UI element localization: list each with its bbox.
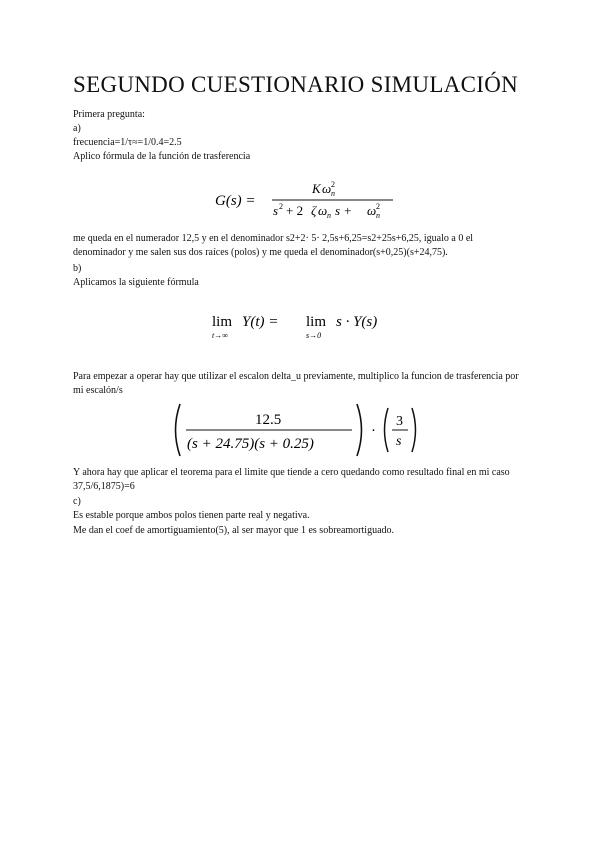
limit-under-1: t→∞ bbox=[212, 331, 228, 340]
apply-formula-line: Aplico fórmula de la función de trasferencia bbox=[73, 151, 251, 162]
transfer-function-formula bbox=[215, 178, 395, 222]
limit-under-2: s→0 bbox=[306, 331, 322, 340]
transfer-times-step-formula bbox=[170, 400, 425, 460]
formula-den-sup2: 2 bbox=[376, 202, 380, 211]
document-title: SEGUNDO CUESTIONARIO SIMULACIÓN bbox=[73, 72, 519, 97]
damping-line: Me dan el coef de amortiguamiento(5), al ser mayor que 1 es sobreamortiguado. bbox=[73, 525, 395, 536]
result-paragraph-1: me queda en el numerador 12,5 y en el denominador s2+2· 5· 2,5s+6,25=s2+25s+6,25, igualo a 0 el denominador y me salen sus dos raíces (polos) y me queda el denominador(s+0,25)(s+24,75). bbox=[73, 233, 474, 258]
apply-formula-line-2: Aplicamos la siguiente fórmula bbox=[73, 277, 199, 288]
question-one-label: Primera pregunta: bbox=[73, 109, 145, 120]
limit-lim-1: lim bbox=[212, 314, 233, 330]
frequency-line: frecuencia=1/τ≈=1/0.4=2.5 bbox=[73, 137, 182, 148]
formula-num-sub: n bbox=[331, 189, 335, 198]
product-dot: · bbox=[371, 423, 376, 439]
section-b-label: b) bbox=[73, 263, 82, 274]
formula-den-sub2: n bbox=[376, 211, 380, 220]
step-numerator: 3 bbox=[396, 414, 403, 429]
section-a-label: a) bbox=[73, 123, 81, 134]
formula-den-s2: s + bbox=[335, 203, 353, 218]
start-operating-paragraph: Para empezar a operar hay que utilizar el escalon delta_u previamente, multiplico la funcion de trasferencia por mi escalón/s bbox=[73, 371, 519, 396]
formula-den-s: s bbox=[273, 203, 279, 218]
formula-num-sup: 2 bbox=[331, 180, 335, 189]
formula-lhs: G(s) = bbox=[215, 193, 256, 209]
formula-num-omega: ω bbox=[322, 181, 332, 196]
left-paren-1 bbox=[176, 404, 181, 456]
formula-den-sub1: n bbox=[327, 211, 331, 220]
stability-line: Es estable porque ambos polos tienen parte real y negativa. bbox=[73, 510, 310, 521]
formula-den-sup: 2 bbox=[279, 202, 283, 211]
final-value-theorem-formula bbox=[210, 306, 405, 348]
formula-den-plus: + 2 bbox=[286, 203, 304, 218]
product-numerator: 12.5 bbox=[255, 412, 282, 428]
limit-mid: Y(t) = bbox=[242, 314, 279, 330]
step-denominator: s bbox=[396, 434, 402, 449]
right-paren-1 bbox=[357, 404, 362, 456]
product-denominator: (s + 24.75)(s + 0.25) bbox=[187, 436, 314, 452]
section-c-label: c) bbox=[73, 496, 81, 507]
result-paragraph-2: Y ahora hay que aplicar el teorema para el limite que tiende a cero quedando como resultado final en mi caso 37,5/6,1875)=6 bbox=[73, 467, 510, 492]
formula-den-omega2: ω bbox=[367, 203, 377, 218]
right-paren-2 bbox=[412, 408, 416, 452]
formula-den-zeta: ζ bbox=[311, 203, 317, 218]
limit-lim-2: lim bbox=[306, 314, 327, 330]
formula-den-omega1: ω bbox=[318, 203, 328, 218]
limit-rhs: s · Y(s) bbox=[336, 314, 378, 330]
left-paren-2 bbox=[385, 408, 389, 452]
formula-num-k: K bbox=[312, 181, 321, 196]
